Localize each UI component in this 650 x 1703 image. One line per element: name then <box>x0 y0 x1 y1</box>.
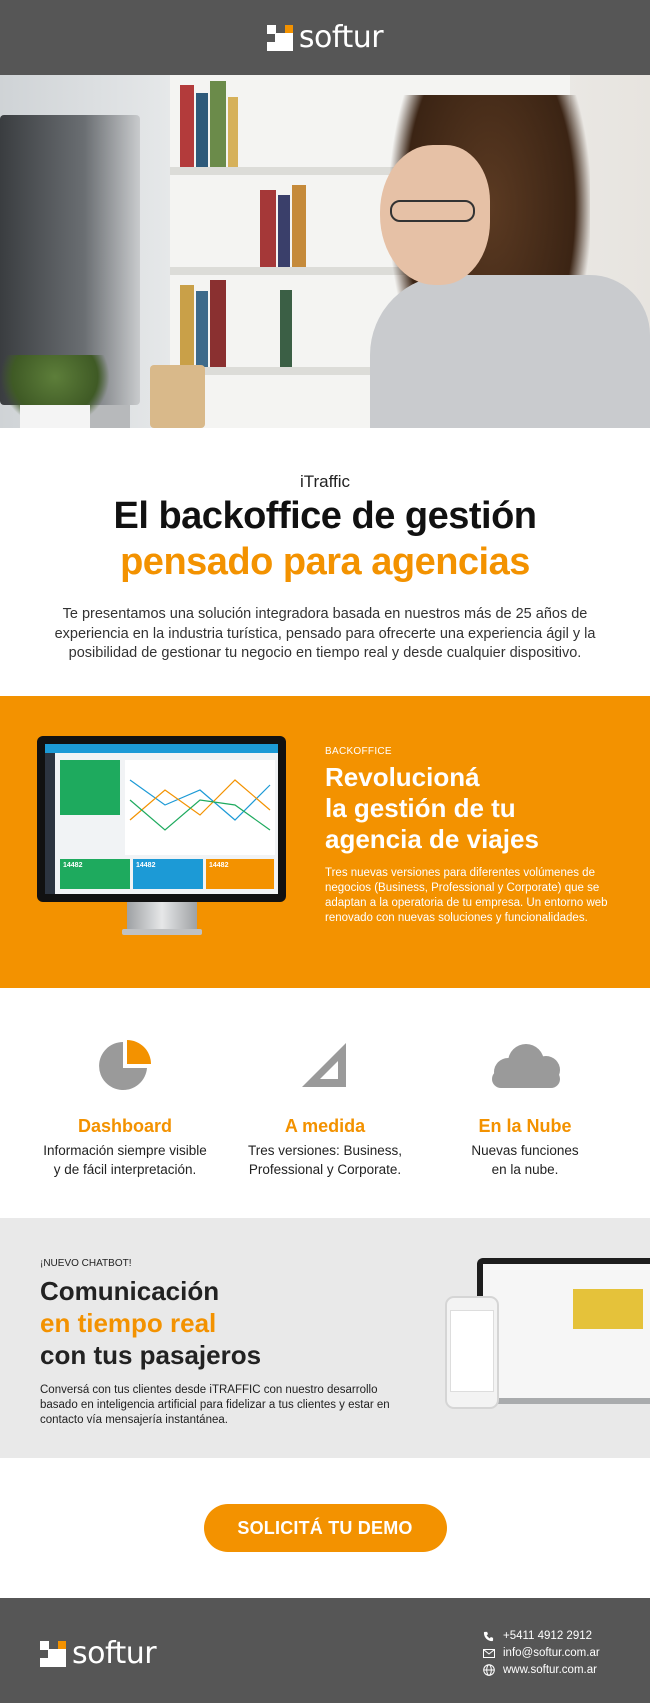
chatbot-title <box>40 1275 410 1371</box>
phone-chat-image <box>445 1296 499 1409</box>
softur-logo-icon <box>267 25 293 51</box>
feature-desc-line: en la nube. <box>491 1162 559 1177</box>
product-name: iTraffic <box>299 472 351 491</box>
laptop-chat-image <box>477 1258 650 1398</box>
set-square-icon <box>300 1041 350 1091</box>
feature-title: A medida <box>284 1116 366 1136</box>
woman-at-computer <box>360 75 650 428</box>
contact-phone[interactable] <box>483 1628 600 1644</box>
feature-title: En la Nube <box>478 1116 572 1136</box>
contact-list <box>483 1628 600 1679</box>
backoffice-title <box>325 762 615 855</box>
title-line: la gestión de tu <box>325 793 516 823</box>
feature-desc <box>230 1141 420 1179</box>
softur-logo[interactable] <box>267 20 383 55</box>
tile-value: 14482 <box>136 862 156 869</box>
footer <box>0 1598 650 1703</box>
pie-chart-icon <box>97 1038 153 1094</box>
title-line: agencia de viajes <box>325 824 539 854</box>
line-chart-icon <box>125 760 275 855</box>
tile-value: 14482 <box>63 862 83 869</box>
intro-section <box>0 428 650 696</box>
feature-desc-line: Información siempre visible <box>43 1143 207 1158</box>
mail-icon <box>483 1649 495 1658</box>
feature-en-la-nube <box>430 988 620 1218</box>
tile-value: 14482 <box>209 862 229 869</box>
cloud-icon <box>484 1042 566 1090</box>
hero-image <box>0 75 650 428</box>
header <box>0 0 650 75</box>
feature-desc-line: y de fácil interpretación. <box>53 1162 197 1177</box>
request-demo-button[interactable]: SOLICITÁ TU DEMO <box>204 1504 447 1552</box>
title-line: Comunicación <box>40 1276 220 1306</box>
plant-pot <box>20 405 90 428</box>
feature-title: Dashboard <box>77 1116 173 1136</box>
title-line: Revolucioná <box>325 762 480 792</box>
imac-dashboard-image <box>37 736 286 936</box>
headline-line2: pensado para agencias <box>120 541 530 583</box>
contact-email[interactable] <box>483 1645 600 1661</box>
contact-web[interactable] <box>483 1662 600 1678</box>
feature-dashboard <box>30 988 220 1218</box>
pencil-cup <box>150 365 205 428</box>
features-section <box>0 988 650 1218</box>
chatbot-section <box>0 1218 650 1458</box>
backoffice-text <box>325 746 615 926</box>
feature-desc-line: Nuevas funciones <box>471 1143 579 1158</box>
intro-body: Te presentamos una solución integradora basada en nuestros más de 25 años de experiencia en la industria turística, pensado para ofrecerte una experiencia ágil y la posibilidad de gestionar tu negocio en tiempo real y desde cualquier dispositivo. <box>54 606 596 661</box>
web-text: www.softur.com.ar <box>503 1664 597 1676</box>
phone-icon <box>483 1631 494 1642</box>
backoffice-section <box>0 696 650 988</box>
feature-desc <box>30 1141 220 1179</box>
title-line: con tus pasajeros <box>40 1340 262 1370</box>
headline-line1: El backoffice de gestión <box>113 495 537 537</box>
section-label: ¡NUEVO CHATBOT! <box>40 1258 132 1269</box>
feature-a-medida <box>230 988 420 1218</box>
softur-logo-icon <box>40 1641 66 1667</box>
globe-icon <box>483 1664 495 1676</box>
feature-desc-line: Tres versiones: Business, <box>247 1143 403 1158</box>
section-label: BACKOFFICE <box>325 746 392 757</box>
backoffice-body: Tres nuevas versiones para diferentes volúmenes de negocios (Business, Professional y Corporate) que se adaptan a la operatoria de tu empresa. Un entorno web renovado con nuevas soluciones y funcionalidades. <box>325 867 608 924</box>
feature-desc-line: Professional y Corporate. <box>248 1162 402 1177</box>
chatbot-body: Conversá con tus clientes desde iTRAFFIC con nuestro desarrollo basado en inteligencia artificial para fidelizar a tus clientes y estar en contacto vía mensajería instantánea. <box>40 1384 390 1426</box>
footer-softur-logo[interactable] <box>40 1636 156 1671</box>
title-line: en tiempo real <box>40 1308 217 1338</box>
feature-desc <box>430 1141 620 1179</box>
logo-text: softur <box>298 20 384 55</box>
cta-section <box>0 1458 650 1598</box>
phone-text: +5411 4912 2912 <box>503 1630 593 1642</box>
email-text: info@softur.com.ar <box>503 1647 600 1659</box>
chatbot-text <box>40 1258 410 1428</box>
logo-text: softur <box>72 1636 157 1671</box>
